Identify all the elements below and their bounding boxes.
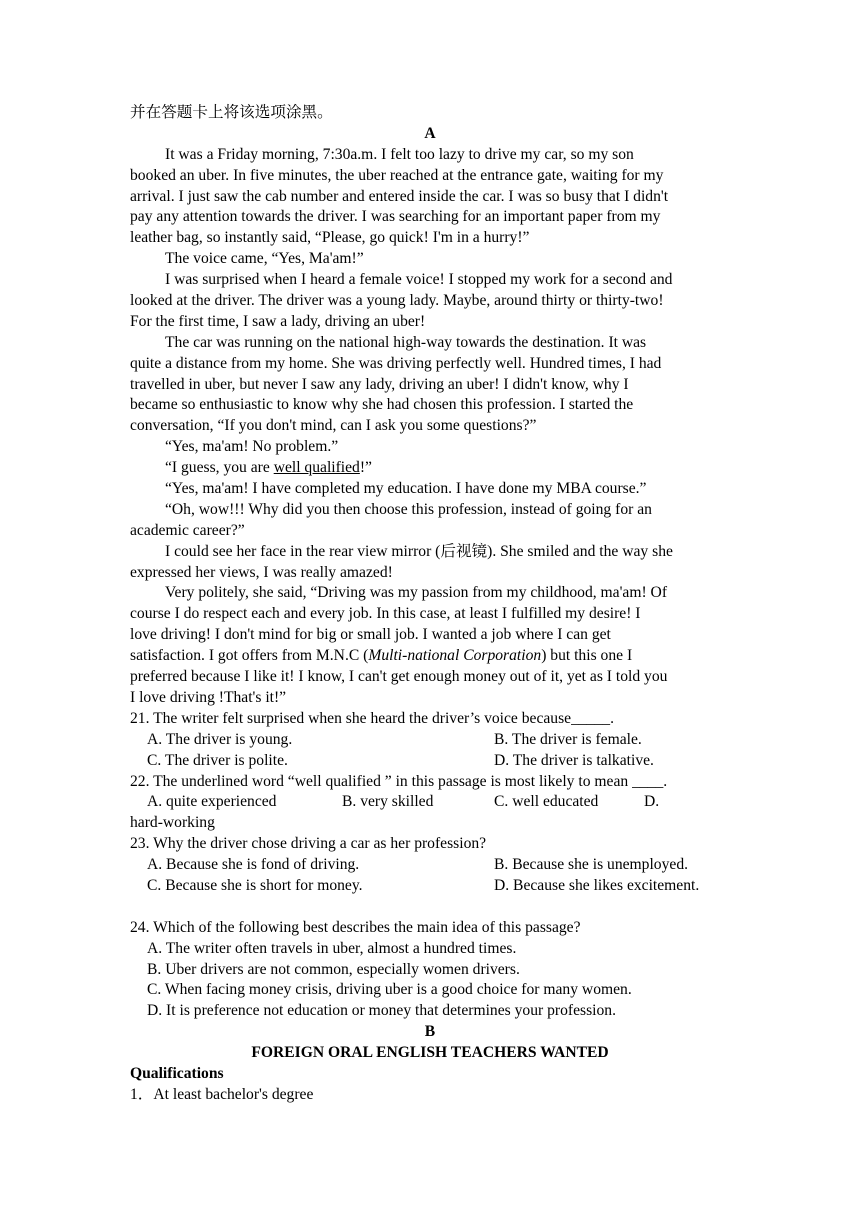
question-stem: 23. Why the driver chose driving a car as her profession? [130,835,487,853]
spacer [130,897,730,918]
passage-line: “Yes, ma'am! No problem.” [165,438,339,456]
passage-line [130,646,730,667]
passage-line: I could see her face in the rear view mirror (后视镜). She smiled and the way she [165,542,673,560]
text-span: ) but this one I [541,647,633,665]
italic-phrase: Multi-national Corporation [368,647,542,665]
question-stem: 24. Which of the following best describes the main idea of this passage? [130,918,581,936]
text-span: satisfaction. I got offers from M.N.C ( [130,647,369,665]
passage-line: The car was running on the national high-way towards the destination. It was [165,333,647,351]
option-d-continued: hard-working [130,814,215,832]
underlined-phrase: well qualified [273,459,360,477]
passage-line: conversation, “If you don't mind, can I ask you some questions?” [130,417,537,435]
options-row [130,792,730,813]
question-23 [130,834,730,897]
document-page [130,103,730,1106]
option-d: D. [644,793,660,811]
option-c: C. Because she is short for money. [147,876,363,894]
passage-line: quite a distance from my home. She was driving perfectly well. Hundred times, I had [130,354,662,372]
option-b: B. very skilled [342,793,434,811]
option-c: C. well educated [494,793,599,811]
section-a-heading: A [424,124,436,142]
option-a: A. The writer often travels in uber, almost a hundred times. [147,939,517,957]
passage-line: leather bag, so instantly said, “Please, go quick! I'm in a hurry!” [130,229,530,247]
options-row [130,730,730,751]
intro-line: 并在答题卡上将该选项涂黑。 [130,104,333,121]
option-d: D. Because she likes excitement. [494,876,700,894]
passage-line: love driving! I don't mind for big or small job. I wanted a job where I can get [130,626,611,644]
options-row [130,855,730,876]
passage-line: For the first time, I saw a lady, driving an uber! [130,312,426,330]
passage-line: Very politely, she said, “Driving was my passion from my childhood, ma'am! Of [165,584,668,602]
passage-line: It was a Friday morning, 7:30a.m. I felt too lazy to drive my car, so my son [165,145,634,163]
question-22 [130,772,730,835]
question-24 [130,918,730,1022]
passage-line: academic career?” [130,521,245,539]
passage-line: The voice came, “Yes, Ma'am!” [165,250,364,268]
passage-line: I was surprised when I heard a female voice! I stopped my work for a second and [165,271,673,289]
passage-line: expressed her views, I was really amazed! [130,563,393,581]
passage-line: “Oh, wow!!! Why did you then choose this profession, instead of going for an [165,500,652,518]
option-a: A. The driver is young. [147,730,293,748]
question-21 [130,709,730,772]
section-b-heading: B [424,1023,436,1041]
passage-line: preferred because I like it! I know, I can't get enough money out of it, yet as I told you [130,668,668,686]
section-b-title: FOREIGN ORAL ENGLISH TEACHERS WANTED [251,1044,609,1062]
passage-line [130,458,730,479]
qualification-item: 1．At least bachelor's degree [130,1085,314,1103]
question-stem: 22. The underlined word “well qualified ” in this passage is most likely to mean ____. [130,772,668,790]
option-a: A. quite experienced [147,793,277,811]
option-b: B. Uber drivers are not common, especially women drivers. [147,960,520,978]
passage-line: arrival. I just saw the cab number and entered inside the car. I was so busy that I didn't [130,187,669,205]
option-c: C. The driver is polite. [147,751,288,769]
option-b: B. The driver is female. [494,730,642,748]
passage-line: looked at the driver. The driver was a young lady. Maybe, around thirty or thirty-two! [130,292,664,310]
passage-line: pay any attention towards the driver. I was searching for an important paper from my [130,208,661,226]
passage-line: booked an uber. In five minutes, the uber reached at the entrance gate, waiting for my [130,166,664,184]
passage-line: course I do respect each and every job. In this case, at least I fulfilled my desire! I [130,605,641,623]
text-span: !” [359,459,372,477]
passage-line: travelled in uber, but never I saw any lady, driving an uber! I didn't know, why I [130,375,629,393]
passage-line: became so enthusiastic to know why she had chosen this profession. I started the [130,396,634,414]
question-stem: 21. The writer felt surprised when she heard the driver’s voice because_____. [130,709,614,727]
options-row [130,876,730,897]
passage-a [130,145,730,709]
option-a: A. Because she is fond of driving. [147,856,360,874]
text-span: “I guess, you are [165,459,274,477]
passage-line: “Yes, ma'am! I have completed my education. I have done my MBA course.” [165,480,647,498]
option-d: D. It is preference not education or money that determines your profession. [147,1002,616,1020]
option-c: C. When facing money crisis, driving uber is a good choice for many women. [147,981,632,999]
options-row [130,751,730,772]
qualifications-heading: Qualifications [130,1064,224,1082]
option-d: D. The driver is talkative. [494,751,654,769]
passage-line: I love driving !That's it!” [130,688,287,706]
option-b: B. Because she is unemployed. [494,856,689,874]
